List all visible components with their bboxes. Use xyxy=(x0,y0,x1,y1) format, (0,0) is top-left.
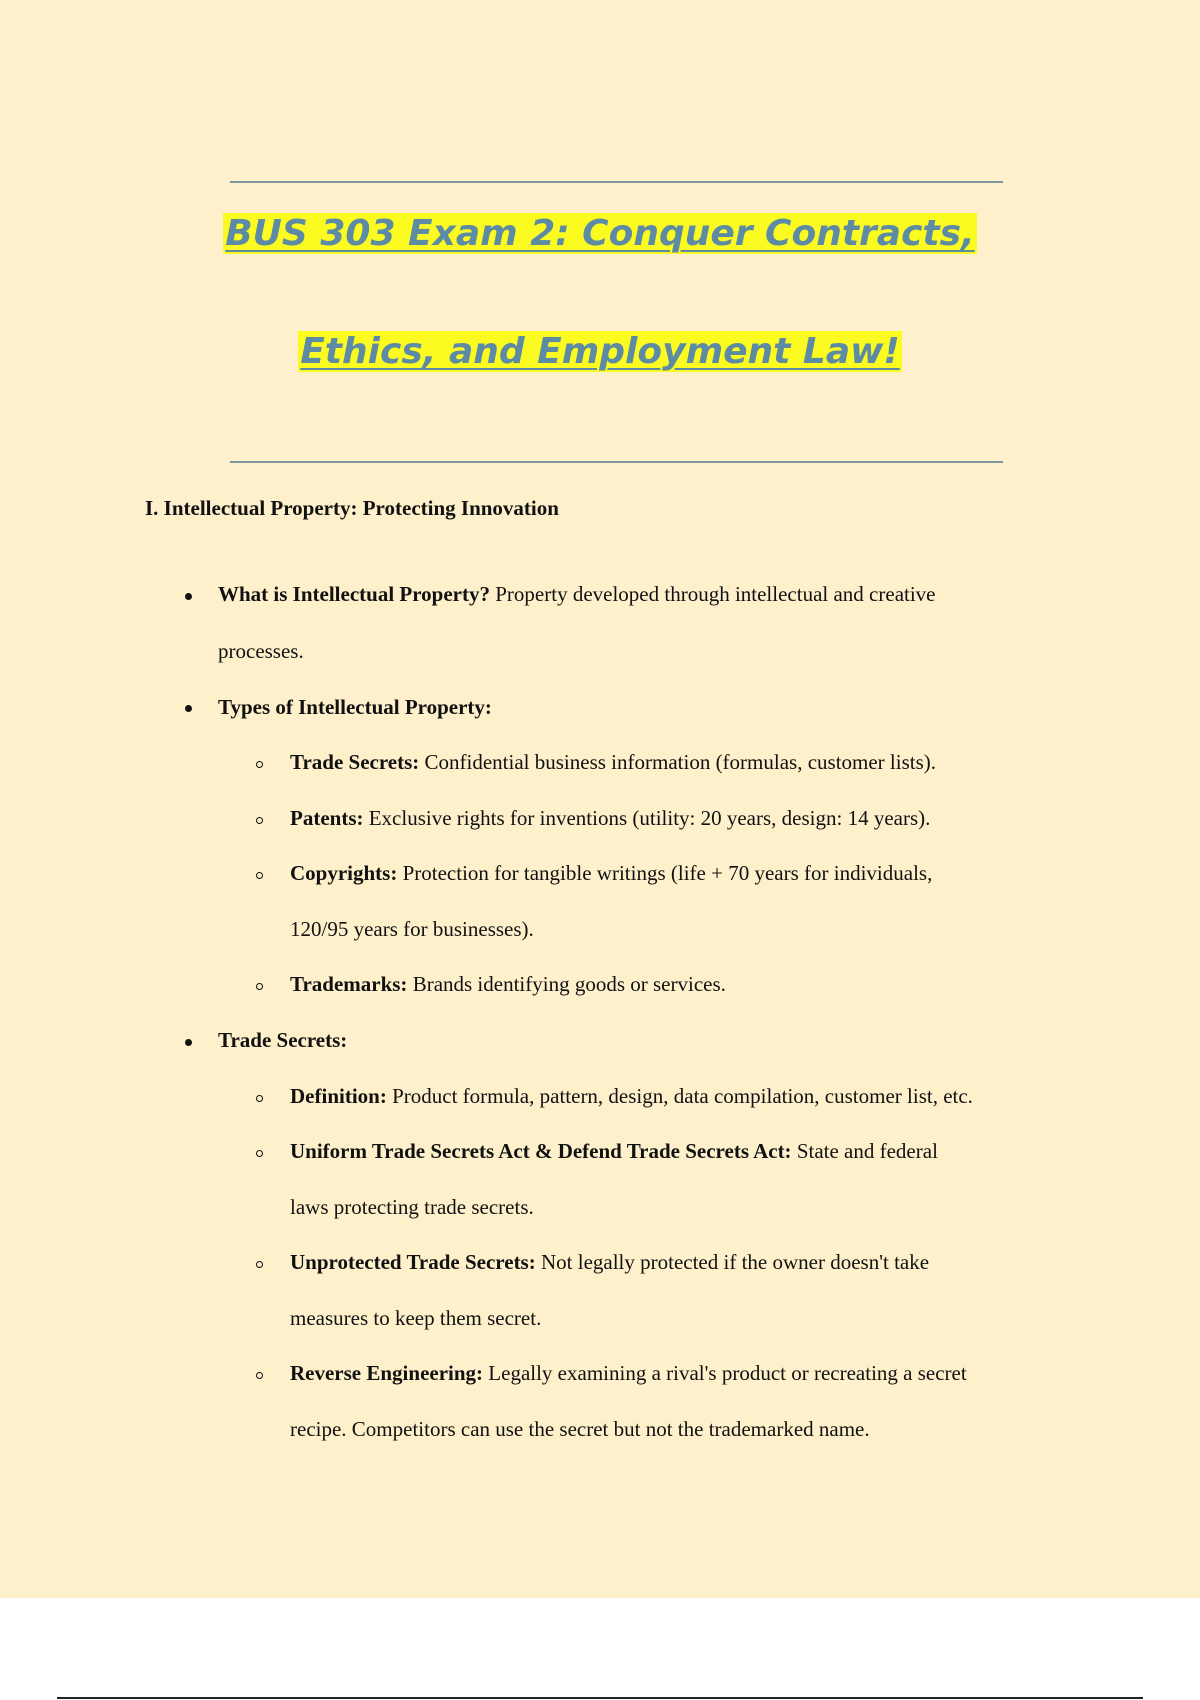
item-label: Definition: xyxy=(290,1084,387,1108)
bullet-dot-icon xyxy=(185,593,192,600)
item-text: Exclusive rights for inventions (utility: 20 years, design: 14 years). xyxy=(363,806,931,830)
bullet-dot-icon xyxy=(185,705,192,712)
bullet-circle-icon xyxy=(256,761,263,768)
page-footer-rule xyxy=(57,1697,1143,1699)
sub-item-copyrights-continued: 120/95 years for businesses). xyxy=(290,917,534,941)
sub-item-patents xyxy=(290,804,930,832)
item-label: Unprotected Trade Secrets: xyxy=(290,1250,536,1274)
bullet-circle-icon xyxy=(256,1372,263,1379)
bullet-circle-icon xyxy=(256,817,263,824)
item-text: Legally examining a rival's product or recreating a secret xyxy=(483,1361,967,1385)
sub-item-unprotected xyxy=(290,1248,929,1276)
sub-item-trade-secrets xyxy=(290,748,936,776)
list-item-types xyxy=(218,693,492,721)
item-label: Uniform Trade Secrets Act & Defend Trade Secrets Act: xyxy=(290,1139,792,1163)
section-heading: I. Intellectual Property: Protecting Innovation xyxy=(145,496,559,520)
title-top-rule xyxy=(230,181,1003,183)
list-item-what-is-continued: processes. xyxy=(218,639,304,663)
item-label: Copyrights: xyxy=(290,861,398,885)
item-text: State and federal xyxy=(791,1139,938,1163)
sub-item-definition xyxy=(290,1082,973,1110)
sub-item-acts-continued: laws protecting trade secrets. xyxy=(290,1195,534,1219)
bullet-circle-icon xyxy=(256,983,263,990)
sub-item-acts xyxy=(290,1137,938,1165)
document-title-line-2 xyxy=(0,326,1200,378)
item-text: Protection for tangible writings (life + 70 years for individuals, xyxy=(397,861,933,885)
bullet-circle-icon xyxy=(256,1150,263,1157)
list-item-trade-secrets xyxy=(218,1026,347,1054)
bullet-circle-icon xyxy=(256,1261,263,1268)
item-text: Not legally protected if the owner doesn't take xyxy=(535,1250,930,1274)
sub-item-trademarks xyxy=(290,970,726,998)
list-item-what-is xyxy=(218,580,936,608)
bullet-dot-icon xyxy=(185,1039,192,1046)
item-text: Brands identifying goods or services. xyxy=(407,972,726,996)
bullet-circle-icon xyxy=(256,1095,263,1102)
title-highlight-2: Ethics, and Employment Law! xyxy=(300,331,900,372)
item-text: Product formula, pattern, design, data compilation, customer list, etc. xyxy=(386,1084,973,1108)
item-text: Property developed through intellectual and creative xyxy=(490,582,936,606)
sub-item-copyrights xyxy=(290,859,932,887)
sub-item-reverse-engineering-continued: recipe. Competitors can use the secret but not the trademarked name. xyxy=(290,1417,870,1441)
item-label: What is Intellectual Property? xyxy=(218,582,490,606)
item-label: Types of Intellectual Property: xyxy=(218,695,492,719)
item-label: Trademarks: xyxy=(290,972,408,996)
item-label: Patents: xyxy=(290,806,364,830)
item-text: Confidential business information (formulas, customer lists). xyxy=(419,750,937,774)
item-label: Trade Secrets: xyxy=(290,750,420,774)
title-highlight-1: BUS 303 Exam 2: Conquer Contracts, xyxy=(225,213,975,254)
item-label: Reverse Engineering: xyxy=(290,1361,484,1385)
document-title-line-1 xyxy=(0,208,1200,260)
sub-item-reverse-engineering xyxy=(290,1359,967,1387)
bullet-circle-icon xyxy=(256,872,263,879)
sub-item-unprotected-continued: measures to keep them secret. xyxy=(290,1306,542,1330)
title-bottom-rule xyxy=(230,461,1003,463)
item-label: Trade Secrets: xyxy=(218,1028,348,1052)
